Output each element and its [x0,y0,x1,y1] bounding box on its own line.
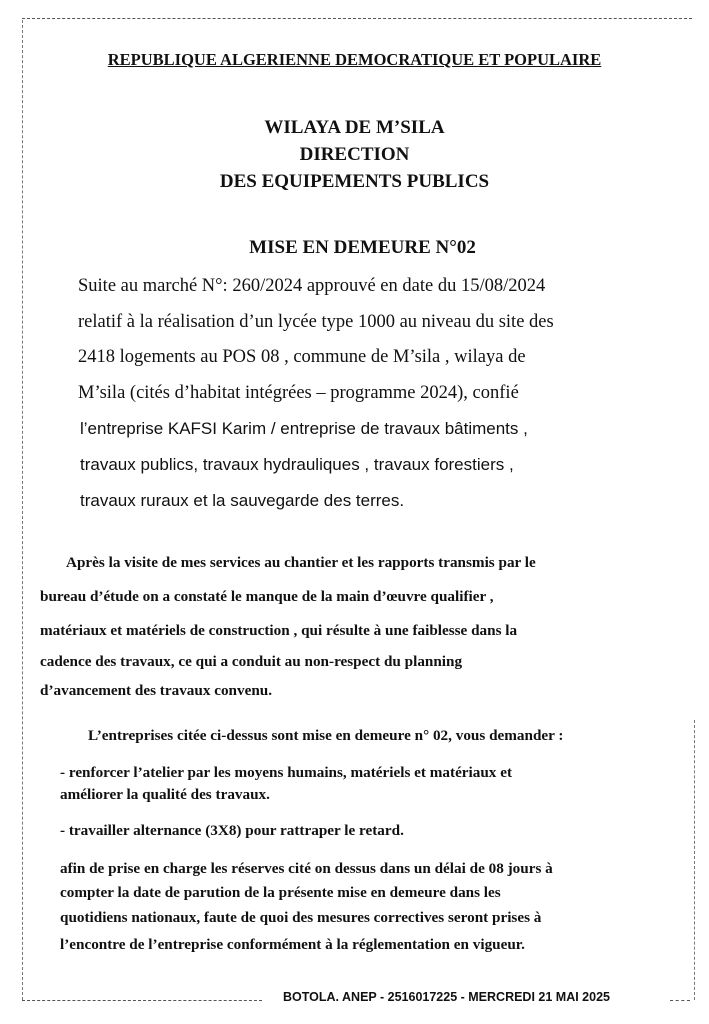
closing-line: afin de prise en charge les réserves cité on dessus dans un délai de 08 jours à [60,860,553,877]
department-heading: DES EQUIPEMENTS PUBLICS [219,171,490,192]
demand-intro: L’entreprises citée ci-dessus sont mise en demeure n° 02, vous demander : [88,727,564,744]
intro-line: relatif à la réalisation d’un lycée type 1000 au niveau du site des [78,312,554,332]
country-heading: REPUBLIQUE ALGERIENNE DEMOCRATIQUE ET POPULAIRE [107,50,602,69]
intro-line: travaux ruraux et la sauvegarde des terres. [80,491,405,510]
intro-line: M’sila (cités d’habitat intégrées – programme 2024), confié [78,383,519,403]
findings-line: cadence des travaux, ce qui a conduit au non-respect du planning [40,653,463,670]
publication-footer: BOTOLA. ANEP - 2516017225 - MERCREDI 21 MAI 2025 [283,990,610,1004]
findings-line: d’avancement des travaux convenu. [40,682,273,699]
right-border [694,720,695,1000]
direction-heading: DIRECTION [299,144,410,165]
document-title: MISE EN DEMEURE N°02 [249,237,476,258]
top-border [22,18,692,19]
intro-line: 2418 logements au POS 08 , commune de M’sila , wilaya de [78,347,526,367]
closing-line: l’encontre de l’entreprise conformément à la réglementation en vigueur. [60,936,525,953]
findings-line: bureau d’étude on a constaté le manque de la main d’œuvre qualifier , [40,588,494,605]
findings-line: Après la visite de mes services au chantier et les rapports transmis par le [66,554,536,571]
intro-line: travaux publics, travaux hydrauliques , travaux forestiers , [80,455,514,474]
findings-line: matériaux et matériels de construction , qui résulte à une faiblesse dans la [40,622,518,639]
wilaya-heading: WILAYA DE M’SILA [264,117,445,138]
intro-line: Suite au marché N°: 260/2024 approuvé en date du 15/08/2024 [78,276,546,296]
bottom-border-right [670,1000,690,1001]
demand-item: améliorer la qualité des travaux. [60,786,270,803]
closing-line: compter la date de parution de la présente mise en demeure dans les [60,884,501,901]
bottom-border [22,1000,262,1001]
intro-line: l’entreprise KAFSI Karim / entreprise de travaux bâtiments , [80,419,528,438]
closing-line: quotidiens nationaux, faute de quoi des mesures correctives seront prises à [60,909,542,926]
demand-item: - renforcer l’atelier par les moyens humains, matériels et matériaux et [60,764,512,781]
left-border [22,20,23,1000]
demand-item: - travailler alternance (3X8) pour rattraper le retard. [60,822,404,839]
